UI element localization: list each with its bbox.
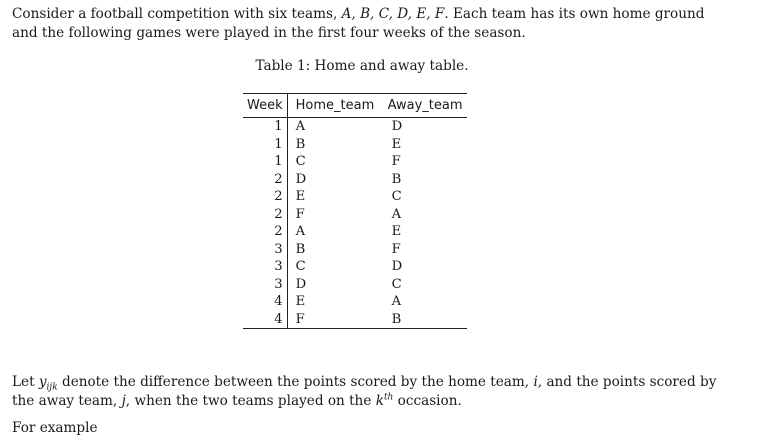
definition-text: denote the difference between the points scored by the home team, xyxy=(57,374,534,390)
table-row xyxy=(243,171,467,189)
cell-away: A xyxy=(391,294,402,310)
cell-home: C xyxy=(287,153,380,171)
table-row xyxy=(243,118,467,136)
team-list: A, B, C, D, E, F xyxy=(341,6,445,22)
table-row xyxy=(243,206,467,224)
cell-week: 2 xyxy=(274,206,283,222)
header-home-team: Home_team xyxy=(287,94,380,118)
intro-paragraph xyxy=(12,5,732,43)
cell-week: 2 xyxy=(274,224,283,240)
cell-away: F xyxy=(391,154,401,170)
cell-away: C xyxy=(391,189,402,205)
cell-away: E xyxy=(391,136,402,152)
cell-away: B xyxy=(391,311,402,327)
cell-away: D xyxy=(391,259,403,275)
table-row xyxy=(243,188,467,206)
home-away-table xyxy=(243,93,467,329)
cell-home: C xyxy=(287,258,380,276)
table-row xyxy=(243,311,467,329)
table-row xyxy=(243,153,467,171)
cell-home: D xyxy=(287,171,380,189)
cell-week: 1 xyxy=(274,119,283,135)
cell-away: C xyxy=(391,276,402,292)
cell-home: B xyxy=(287,136,380,154)
cell-away: D xyxy=(391,119,403,135)
definition-text: occasion. xyxy=(393,393,462,409)
math-superscript-th: th xyxy=(383,392,394,403)
cell-home: A xyxy=(287,223,380,241)
cell-week: 3 xyxy=(274,259,283,275)
math-i: i xyxy=(533,374,538,390)
example-text: For example xyxy=(12,420,98,436)
definition-text: , when the two teams played on the xyxy=(125,393,376,409)
cell-week: 1 xyxy=(274,154,283,170)
definition-paragraph xyxy=(12,373,732,411)
header-week: Week xyxy=(243,94,287,118)
cell-home: D xyxy=(287,276,380,294)
table-header-row xyxy=(243,94,467,118)
definition-text: Let xyxy=(12,374,39,390)
table-caption: Table 1: Home and away table. xyxy=(255,58,469,74)
cell-week: 2 xyxy=(274,171,283,187)
cell-away: E xyxy=(391,224,402,240)
table-row xyxy=(243,258,467,276)
math-j: j xyxy=(121,393,126,409)
intro-text-2: . Each team has its own home ground and the following games were played in the first four weeks of the season. xyxy=(12,6,705,41)
cell-week: 1 xyxy=(274,136,283,152)
table-row xyxy=(243,241,467,259)
cell-home: E xyxy=(287,293,380,311)
cell-home: F xyxy=(287,206,380,224)
cell-away: A xyxy=(391,206,402,222)
definition-text: , and the points scored by the away team, xyxy=(12,374,717,409)
cell-away: B xyxy=(391,171,402,187)
cell-week: 4 xyxy=(274,294,283,310)
cell-home: A xyxy=(287,118,380,136)
table-row xyxy=(243,136,467,154)
math-k: k xyxy=(375,393,384,409)
cell-week: 3 xyxy=(274,241,283,257)
header-away-team: Away_team xyxy=(380,94,467,118)
cell-week: 4 xyxy=(274,311,283,327)
cell-home: E xyxy=(287,188,380,206)
intro-text-1: Consider a football competition with six teams, xyxy=(12,6,342,22)
math-subscript-ijk: ijk xyxy=(46,382,58,393)
table-row xyxy=(243,276,467,294)
math-y: y xyxy=(38,374,47,390)
table-row xyxy=(243,293,467,311)
cell-home: F xyxy=(287,311,380,329)
cell-away: F xyxy=(391,241,401,257)
cell-week: 3 xyxy=(274,276,283,292)
cell-home: B xyxy=(287,241,380,259)
table-row xyxy=(243,223,467,241)
cell-week: 2 xyxy=(274,189,283,205)
